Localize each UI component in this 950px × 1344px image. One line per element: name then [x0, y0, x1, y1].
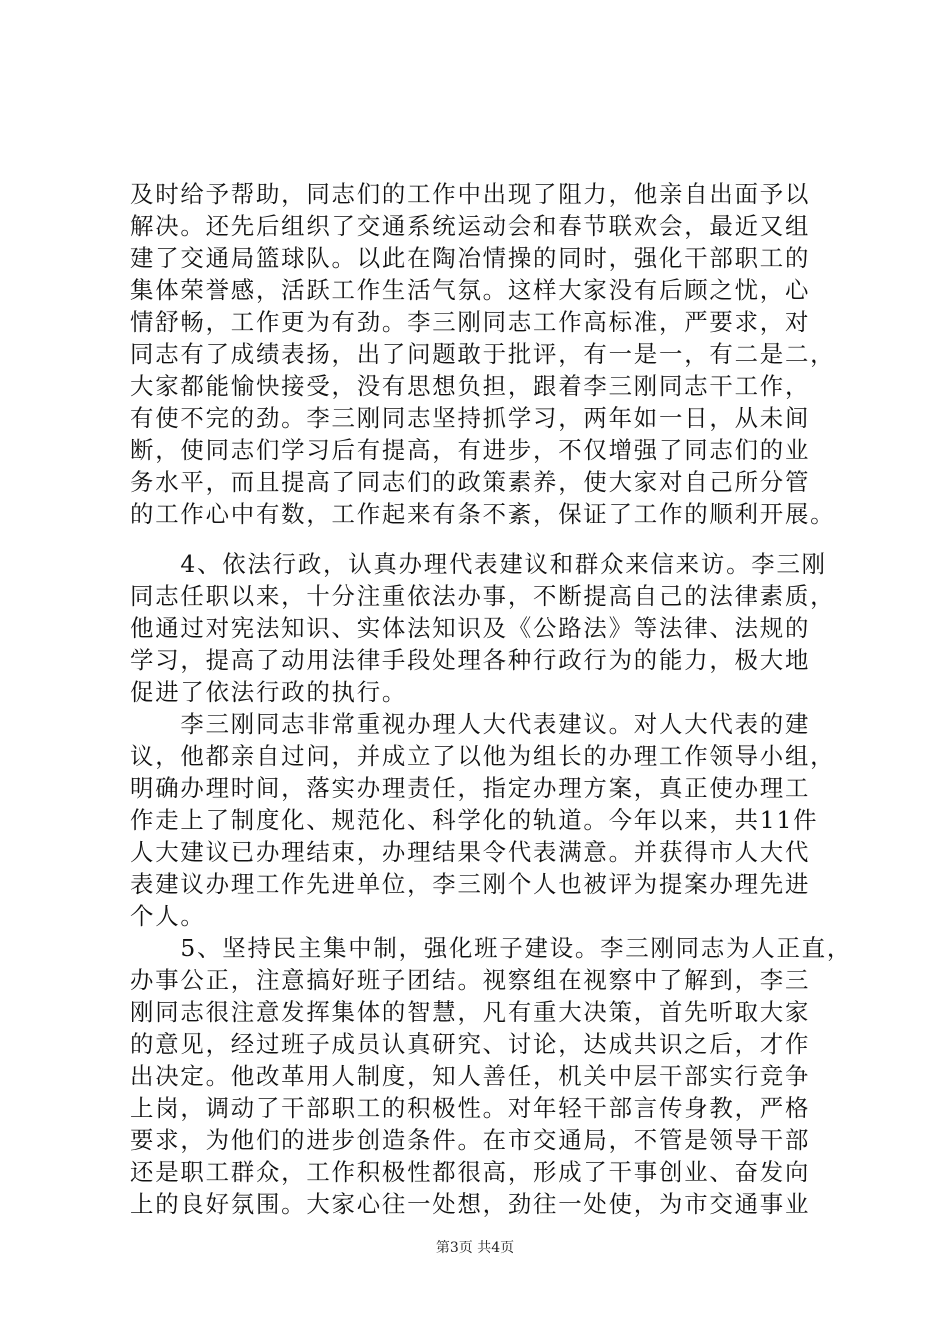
text-line: 建了交通局篮球队。以此在陶冶情操的同时，强化干部职工的: [130, 244, 811, 272]
text-line: 的工作心中有数，工作起来有条不紊，保证了工作的顺利开展。: [130, 500, 836, 528]
text-line: 情舒畅，工作更为有劲。李三刚同志工作高标准，严要求，对: [130, 308, 811, 336]
text-line: 作走上了制度化、规范化、科学化的轨道。今年以来，共11件: [130, 806, 819, 834]
text-line: 同志任职以来，十分注重依法办事，不断提高自己的法律素质，: [130, 582, 836, 610]
text-line: 表建议办理工作先进单位，李三刚个人也被评为提案办理先进: [130, 870, 811, 898]
text-line: 的意见，经过班子成员认真研究、讨论，达成共识之后，才作: [130, 1030, 811, 1058]
text-line: 务水平，而且提高了同志们的政策素养，使大家对自己所分管: [130, 468, 811, 496]
text-line: 李三刚同志非常重视办理人大代表建议。对人大代表的建: [130, 710, 811, 738]
text-line: 要求，为他们的进步创造条件。在市交通局，不管是领导干部: [130, 1126, 811, 1154]
text-line: 学习，提高了动用法律手段处理各种行政行为的能力，极大地: [130, 646, 811, 674]
text-line: 他通过对宪法知识、实体法知识及《公路法》等法律、法规的: [130, 614, 811, 642]
text-line: 解决。还先后组织了交通系统运动会和春节联欢会，最近又组: [130, 212, 811, 240]
text-line: 刚同志很注意发挥集体的智慧，凡有重大决策，首先听取大家: [130, 998, 811, 1026]
text-line: 上的良好氛围。大家心往一处想，劲往一处使，为市交通事业: [130, 1190, 811, 1218]
text-line: 促进了依法行政的执行。: [130, 678, 408, 706]
text-line: 议，他都亲自过问，并成立了以他为组长的办理工作领导小组，: [130, 742, 836, 770]
text-line: 明确办理时间，落实办理责任，指定办理方案，真正使办理工: [130, 774, 811, 802]
text-line: 集体荣誉感，活跃工作生活气氛。这样大家没有后顾之忧，心: [130, 276, 811, 304]
text-line: 大家都能愉快接受，没有思想负担，跟着李三刚同志干工作，: [130, 372, 811, 400]
text-line: 上岗，调动了干部职工的积极性。对年轻干部言传身教，严格: [130, 1094, 811, 1122]
text-line: 及时给予帮助，同志们的工作中出现了阻力，他亲自出面予以: [130, 180, 811, 208]
text-line: 5、坚持民主集中制，强化班子建设。李三刚同志为人正直，: [130, 934, 853, 962]
text-line: 还是职工群众，工作积极性都很高，形成了干事创业、奋发向: [130, 1158, 811, 1186]
text-line: 4、依法行政，认真办理代表建议和群众来信来访。李三刚: [130, 550, 827, 578]
page-footer: 第3页 共4页: [435, 1240, 515, 1256]
text-line: 同志有了成绩表扬，出了问题敢于批评，有一是一，有二是二，: [130, 340, 836, 368]
text-line: 办事公正，注意搞好班子团结。视察组在视察中了解到，李三: [130, 966, 811, 994]
text-line: 个人。: [130, 902, 206, 930]
text-line: 出决定。他改革用人制度，知人善任，机关中层干部实行竞争: [130, 1062, 811, 1090]
text-line: 人大建议已办理结束，办理结果令代表满意。并获得市人大代: [130, 838, 811, 866]
text-line: 断，使同志们学习后有提高，有进步，不仅增强了同志们的业: [130, 436, 811, 464]
text-line: 有使不完的劲。李三刚同志坚持抓学习，两年如一日，从未间: [130, 404, 811, 432]
